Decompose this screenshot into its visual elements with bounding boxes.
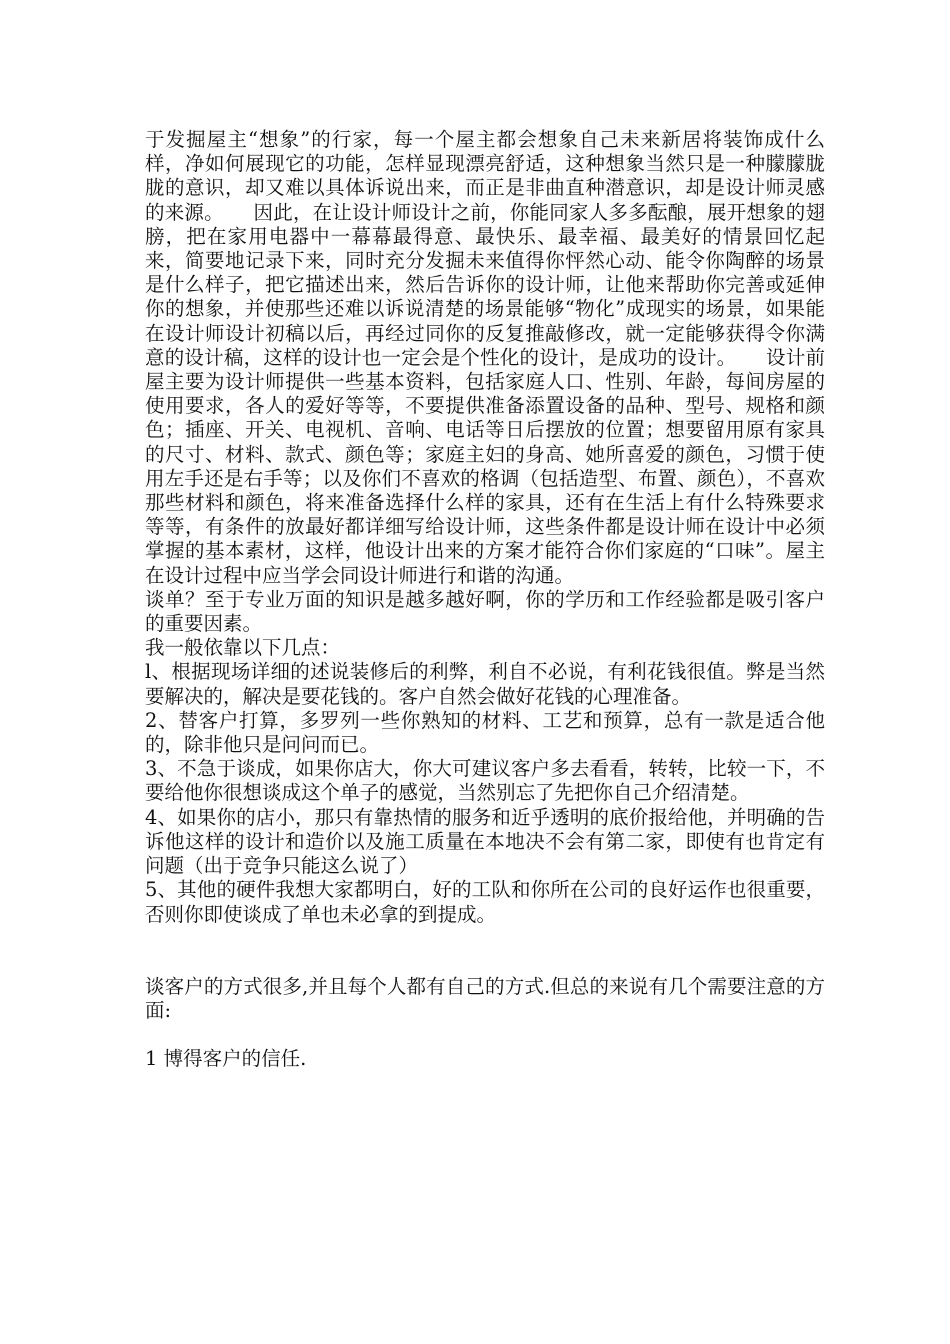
paragraph-design-communication: 于发掘屋主“想象”的行家，每一个屋主都会想象自己未来新居将装饰成什么样，净如何展现它的功能，怎样显现漂亮舒适，这种想象当然只是一种朦朦胧胧的意识，却又难以具体诉说出来，而正是非曲直种潜意识，却是设计师灵感的来源。 因此，在让设计师设计之前，你能同家人多多酝酿，展开想象的翅膀，把在家用电器中一幕幕最得意、最快乐、最幸福、最美好的情景回忆起来，简要地记录下来，同时充分发掘未来值得你怦然心动、能令你陶醉的场景是什么样子，把它描述出来，然后告诉你的设计师，让他来帮助你完善或延伸你的想象，并使那些还难以诉说清楚的场景能够“物化”成现实的场景，如果能在设计师设计初稿以后，再经过同你的反复推敲修改，就一定能够获得令你满意的设计稿，这样的设计也一定会是个性化的设计，是成功的设计。 设计前屋主要为设计师提供一些基本资料，包括家庭人口、性别、年龄，每间房屋的使用要求，各人的爱好等等，不要提供准备添置设备的品种、型号、规格和颜色；插座、开关、电视机、音响、电话等日后摆放的位置；想要留用原有家具的尺寸、材料、款式、颜色等；家庭主妇的身高、她所喜爱的颜色，习惯于使用左手还是右手等；以及你们不喜欢的格调（包括造型、布置、颜色），不喜欢那些材料和颜色，将来准备选择什么样的家具，还有在生活上有什么特殊要求等等，有条件的放最好都详细写给设计师，这些条件都是设计师在设计中必须掌握的基本素材，这样，他设计出来的方案才能符合你们家庭的“口味”。屋主在设计过程中应当学会同设计师进行和谐的沟通。 [145, 128, 825, 587]
paragraph-spacer [145, 927, 825, 975]
list-item-point-1: l、根据现场详细的述说装修后的利弊，利自不必说，有利花钱很值。弊是当然要解决的，解决是要花钱的。客户自然会做好花钱的心理准备。 [145, 660, 825, 708]
list-item-point-3: 3、不急于谈成，如果你店大，你大可建议客户多去看看，转转，比较一下，不要给他你很想谈成这个单子的感觉，当然别忘了先把你自己介绍清楚。 [145, 757, 825, 805]
paragraph-spacer [145, 1023, 825, 1047]
paragraph-points-heading: 我一般依靠以下几点： [145, 636, 341, 660]
list-item-point-4: 4、如果你的店小，那只有靠热情的服务和近乎透明的底价报给他，并明确的告诉他这样的设计和造价以及施工质量在本地决不会有第二家，即使有也肯定有问题（出于竞争只能这么说了） [145, 805, 825, 878]
paragraph-customer-approach: 谈客户的方式很多,并且每个人都有自己的方式.但总的来说有几个需要注意的方面: [145, 974, 825, 1022]
paragraph-negotiation-intro: 谈单？至于专业万面的知识是越多越好啊，你的学历和工作经验都是吸引客户的重要因素。 [145, 587, 825, 636]
list-item-point-2: 2、替客户打算，多罗列一些你熟知的材料、工艺和预算，总有一款是适合他的，除非他只是问问而已。 [145, 708, 825, 757]
list-item-point-5: 5、其他的硬件我想大家都明白，好的工队和你所在公司的良好运作也很重要，否则你即使谈成了单也未必拿的到提成。 [145, 878, 825, 926]
document-body [145, 128, 825, 1071]
list-item-trust: 1 博得客户的信任. [145, 1047, 307, 1071]
